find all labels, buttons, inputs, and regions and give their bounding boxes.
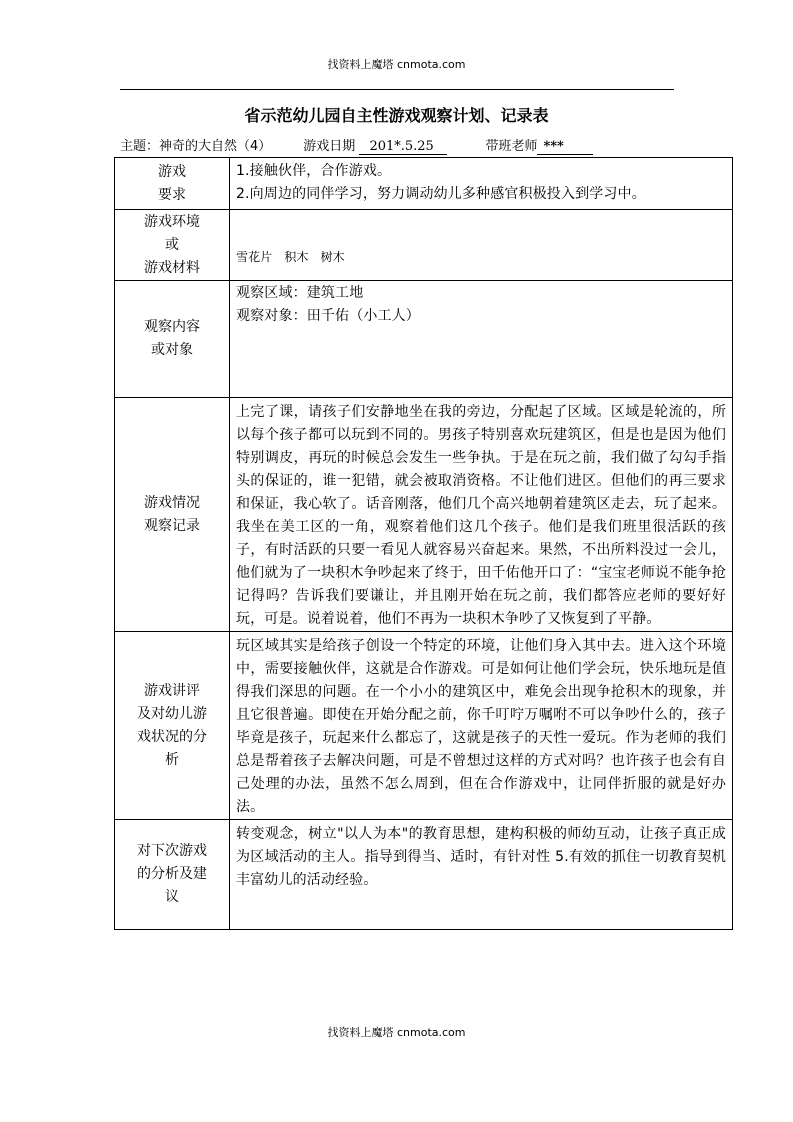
row-label-requirements: 游戏 要求 [115,158,230,210]
row-label-materials: 游戏环境 或 游戏材料 [115,210,230,281]
row-label-analysis: 游戏讲评 及对幼儿游 戏状况的分 析 [115,632,230,820]
date-label: 游戏日期 [303,139,356,154]
row-content-materials: 雪花片 积木 树木 [230,210,733,281]
header-site-text: 找资料上魔塔 cnmota.com [327,58,466,71]
observation-table [114,157,733,930]
meta-row [120,138,680,156]
row-label-suggestions: 对下次游戏 的分析及建 议 [115,820,230,930]
teacher-value: *** [537,139,593,155]
row-content-suggestions: 转变观念，树立"以人为本"的教育思想，建构积极的师幼互动，让孩子真正成为区域活动的主人。指导到得当、适时，有针对性 5.有效的抓住一切教育契机丰富幼儿的活动经验。 [230,820,733,930]
row-label-observation-record: 游戏情况 观察记录 [115,398,230,632]
row-content-requirements: 1.接触伙伴，合作游戏。 2.向周边的同伴学习，努力调动幼儿多种感官积极投入到学习中。 [230,158,733,210]
header-divider [120,89,674,90]
row-content-observation-target: 观察区域：建筑工地 观察对象：田千佑（小工人） [230,281,733,398]
teacher-label: 带班老师 [485,139,538,154]
theme-label: 主题：神奇的大自然（4） [120,139,272,154]
date-value: 201*.5.25 [359,139,447,155]
table-row [115,398,733,632]
table-row [115,210,733,281]
row-content-observation-record: 上完了课，请孩子们安静地坐在我的旁边，分配起了区域。区域是轮流的，所以每个孩子都可以玩到不同的。男孩子特别喜欢玩建筑区，但是也是因为他们特别调皮，再玩的时候总会发生一些争执。于是在玩之前，我们做了勾勾手指头的保证的，谁一犯错，就会被取消资格。不让他们进区。但他们的再三要求和保证，我心软了。话音刚落，他们几个高兴地朝着建筑区走去，玩了起来。我坐在美工区的一角，观察着他们这几个孩子。他们是我们班里很活跃的孩子，有时活跃的只要一看见人就容易兴奋起来。果然，不出所料没过一会儿，他们就为了一块积木争吵起来了终于，田千佑他开口了：“宝宝老师说不能争抢记得吗？告诉我们要谦让，并且刚开始在玩之前，我们都答应老师的要好好玩，可是。说着说着，他们不再为一块积木争吵了又恢复到了平静。 [230,398,733,632]
footer-site-text: 找资料上魔塔 cnmota.com [327,1026,466,1039]
table-row [115,820,733,930]
table-row [115,632,733,820]
table-row [115,281,733,398]
table-row [115,158,733,210]
document-title: 省示范幼儿园自主性游戏观察计划、记录表 [244,106,549,125]
row-content-analysis: 玩区域其实是给孩子创设一个特定的环境，让他们身入其中去。进入这个环境中，需要接触伙伴，这就是合作游戏。可是如何让他们学会玩，快乐地玩是值得我们深思的问题。在一个小小的建筑区中，难免会出现争抢积木的现象，并且它很普遍。即使在开始分配之前，你千叮咛万嘱咐不可以争吵什么的，孩子毕竟是孩子，玩起来什么都忘了，这就是孩子的天性一爱玩。作为老师的我们总是帮着孩子去解决问题，可是不曾想过这样的方式对吗？也许孩子也会有自己处理的办法，虽然不怎么周到，但在合作游戏中，让同伴折服的就是好办法。 [230,632,733,820]
row-label-observation-target: 观察内容 或对象 [115,281,230,398]
